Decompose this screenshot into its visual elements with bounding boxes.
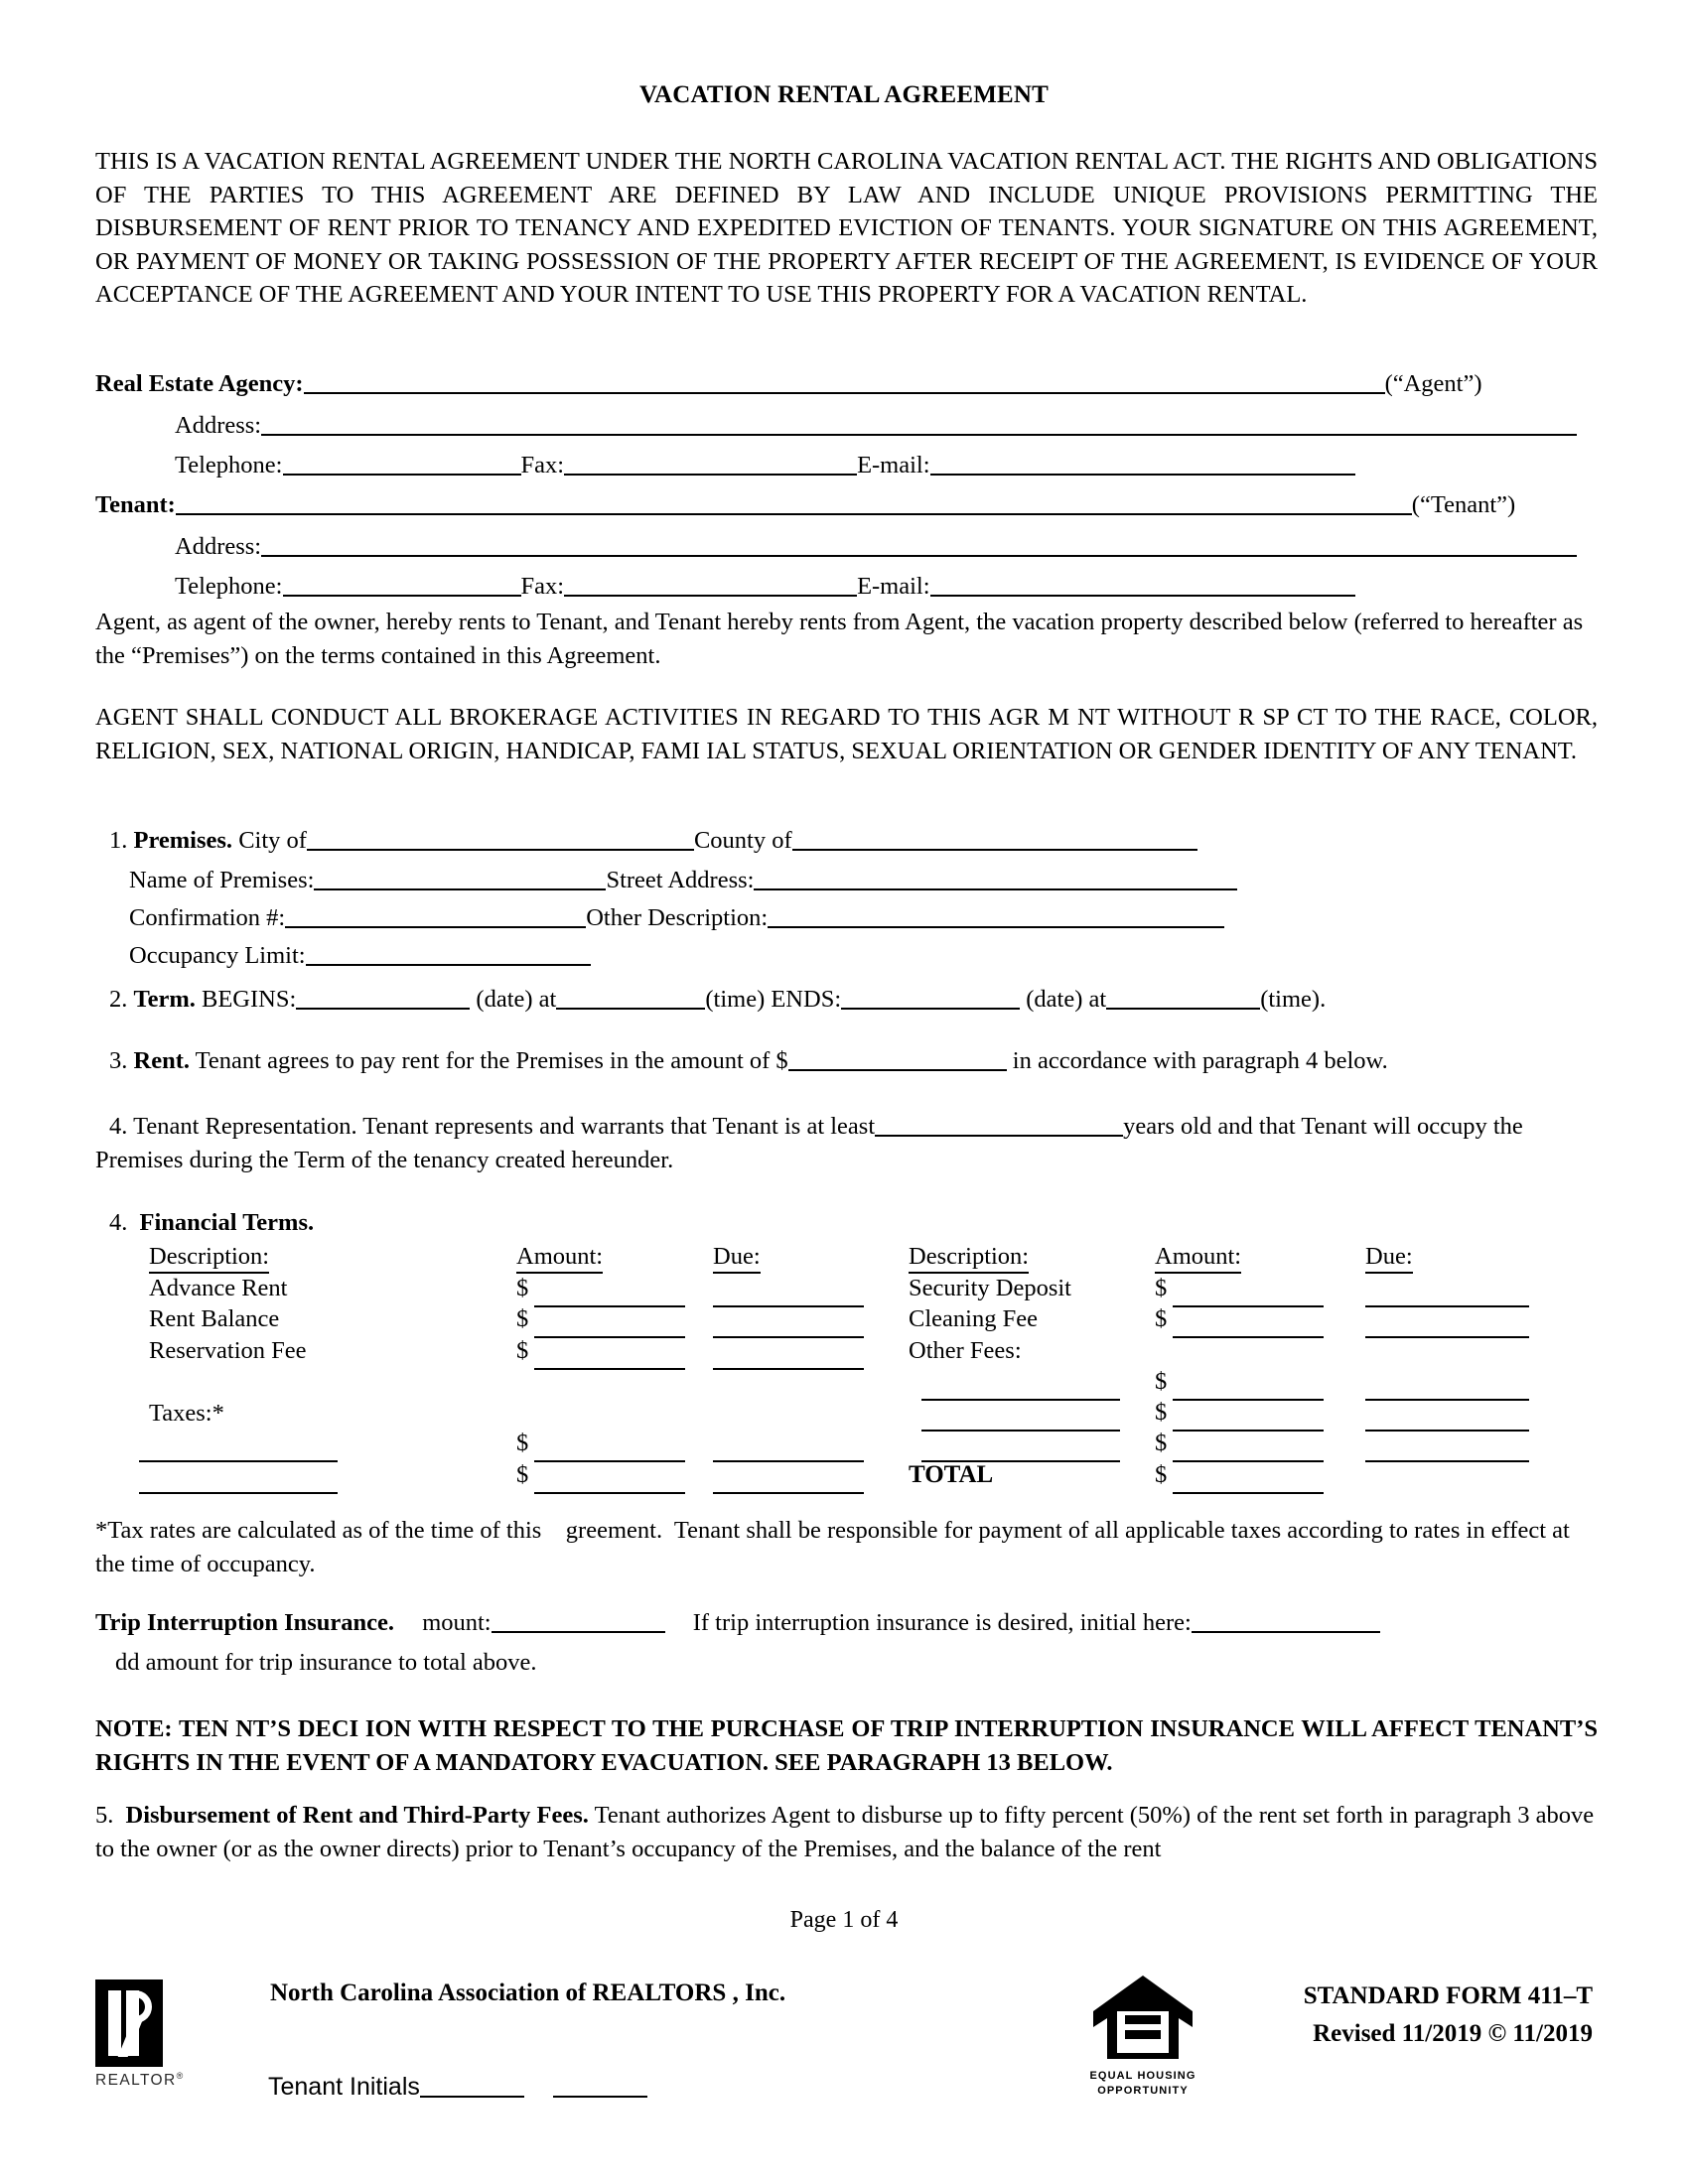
tenant-contact-row xyxy=(95,570,1598,610)
begins-date-note: (date) at xyxy=(476,986,557,1013)
tenant-initials-label: Tenant Initials xyxy=(268,2073,420,2101)
association-name: North Carolina Association of REALTORS , Inc. xyxy=(270,1979,786,2006)
left-amount-header: Amount: xyxy=(516,1243,603,1274)
currency-right-2: $ xyxy=(1155,1305,1168,1332)
tenant-rep-number: 4. xyxy=(109,1113,128,1140)
confirmation-label: Confirmation #: xyxy=(129,904,286,931)
street-address-input-line[interactable] xyxy=(754,870,1237,890)
equal-housing-line-1: EQUAL HOUSING xyxy=(1089,2070,1196,2082)
due-left-line-5[interactable] xyxy=(713,1492,864,1494)
disbursement-paragraph xyxy=(95,1799,1598,1865)
agency-fax-label: Fax: xyxy=(520,452,565,478)
tenant-address-label: Address: xyxy=(175,533,262,560)
row-label-reservation-fee: Reservation Fee xyxy=(149,1337,307,1364)
rent-text-after: in accordance with paragraph 4 below. xyxy=(1012,1047,1388,1074)
left-description-header: Description: xyxy=(149,1243,269,1274)
tenant-representation-block xyxy=(95,1110,1598,1176)
realtor-wordmark xyxy=(95,2071,185,2090)
rent-heading: Rent. xyxy=(133,1047,190,1074)
agency-label: Real Estate Agency: xyxy=(95,370,304,397)
amount-left-line-1[interactable] xyxy=(534,1305,685,1307)
rent-row xyxy=(109,1044,1598,1084)
ends-date-input-line[interactable] xyxy=(841,989,1020,1010)
currency-left-1: $ xyxy=(516,1275,529,1301)
trip-insurance-desire-text: If trip interruption insurance is desired, initial here: xyxy=(692,1609,1192,1636)
tax-description-line-2[interactable] xyxy=(139,1492,338,1494)
tax-footnote: *Tax rates are calculated as of the time of this greement. Tenant shall be responsible for payment of all applicable taxes according to rates in effect at the time of occupancy. xyxy=(95,1517,1576,1577)
ends-time-suffix: (time). xyxy=(1260,986,1327,1013)
other-description-input-line[interactable] xyxy=(768,907,1224,928)
disbursement-text: Tenant authorizes Agent to disburse up to fifty percent (50%) of the rent set forth in paragraph 3 above to the owner (or as the owner directs) prior to Tenant’s occupancy of the Premises, and the balance of the rent xyxy=(95,1802,1595,1862)
realtor-logo xyxy=(95,1979,185,2090)
amount-left-line-3[interactable] xyxy=(534,1368,685,1370)
agency-address-row xyxy=(95,409,1598,449)
amount-left-line-2[interactable] xyxy=(534,1336,685,1338)
term-heading: Term. xyxy=(133,986,196,1013)
currency-left-5: $ xyxy=(516,1461,529,1488)
tenant-address-row xyxy=(95,530,1598,570)
tax-description-line-1[interactable] xyxy=(139,1460,338,1462)
ends-time-note: (time) ENDS: xyxy=(705,986,842,1013)
agency-address-input-line[interactable] xyxy=(261,415,1577,436)
disbursement-heading: Disbursement of Rent and Third-Party Fees. xyxy=(125,1802,589,1829)
trip-insurance-initial-input-line[interactable] xyxy=(1192,1612,1380,1633)
other-fee-description-line-1[interactable] xyxy=(921,1399,1120,1401)
currency-right-5: $ xyxy=(1155,1430,1168,1456)
due-left-line-4[interactable] xyxy=(713,1460,864,1462)
trip-insurance-add-row xyxy=(95,1646,1598,1684)
premises-occupancy-row xyxy=(109,939,1598,977)
rent-amount-input-line[interactable] xyxy=(788,1050,1007,1071)
tenant-rep-text-after: years old and that Tenant will occupy the Premises during the Term of the tenancy created hereunder. xyxy=(95,1113,1523,1173)
tenant-rep-text-before: Tenant represents and warrants that Tenant is at least xyxy=(362,1113,876,1140)
tenant-initials-input-line-2[interactable] xyxy=(553,2075,647,2098)
financial-heading: Financial Terms. xyxy=(139,1209,315,1236)
other-fee-description-line-2[interactable] xyxy=(921,1430,1120,1432)
tenant-suffix: (“Tenant”) xyxy=(1411,491,1516,518)
right-amount-header: Amount: xyxy=(1155,1243,1241,1274)
left-due-header: Due: xyxy=(713,1243,761,1274)
rent-number: 3. xyxy=(109,1047,128,1074)
realtor-r-icon xyxy=(95,1979,163,2067)
ends-date-note: (date) at xyxy=(1026,986,1107,1013)
confirmation-input-line[interactable] xyxy=(285,907,586,928)
financial-terms-heading-row xyxy=(109,1206,1598,1244)
row-label-cleaning-fee: Cleaning Fee xyxy=(909,1305,1038,1332)
tenant-fax-input-line[interactable] xyxy=(564,576,857,597)
county-input-line[interactable] xyxy=(792,830,1197,851)
agency-email-input-line[interactable] xyxy=(930,455,1355,476)
trip-insurance-add-text: dd amount for trip insurance to total above. xyxy=(115,1649,537,1676)
right-due-header: Due: xyxy=(1365,1243,1413,1274)
occupancy-limit-label: Occupancy Limit: xyxy=(129,942,306,969)
page-title: VACATION RENTAL AGREEMENT xyxy=(638,81,1050,108)
tenant-telephone-label: Telephone: xyxy=(175,573,283,600)
premises-name-row xyxy=(109,864,1598,901)
currency-left-4: $ xyxy=(516,1430,529,1456)
equal-housing-line-2: OPPORTUNITY xyxy=(1097,2085,1189,2097)
due-right-line-3[interactable] xyxy=(1365,1399,1529,1401)
tenant-input-line[interactable] xyxy=(176,494,1412,515)
trip-insurance-heading: Trip Interruption Insurance. xyxy=(95,1609,395,1636)
tenant-age-input-line[interactable] xyxy=(875,1116,1123,1137)
equal-housing-house-icon xyxy=(1091,1972,1195,2063)
intro-paragraph: THIS IS A VACATION RENTAL AGREEMENT UNDER THE NORTH CAROLINA VACATION RENTAL ACT. THE RIGHTS AND OBLIGATIONS OF THE PARTIES TO THIS AGREEMENT ARE DEFINED BY LAW AND INCLUDE UNIQUE PROVISIONS PERMITTING THE DISBURSEMENT OF RENT PRIOR TO TENANCY AND EXPEDITED EVICTION OF TENANTS. YOUR SIGNATURE ON THIS AGREEMENT, OR PAYMENT OF MONEY OR TAKING POSSESSION OF THE PROPERTY AFTER RECEIPT OF THE AGREEMENT, IS EVIDENCE OF YOUR ACCEPTANCE OF THE AGREEMENT AND YOUR INTENT TO USE THIS PROPERTY FOR A VACATION RENTAL. xyxy=(95,148,1598,308)
tenant-address-input-line[interactable] xyxy=(261,536,1577,557)
amount-left-line-5[interactable] xyxy=(534,1492,685,1494)
form-identification xyxy=(1304,1978,1593,2053)
financial-number: 4. xyxy=(109,1209,128,1236)
premises-number: 1. xyxy=(109,827,128,854)
row-label-security-deposit: Security Deposit xyxy=(909,1275,1071,1301)
due-left-line-2[interactable] xyxy=(713,1336,864,1338)
agency-telephone-input-line[interactable] xyxy=(283,455,521,476)
amount-right-line-3[interactable] xyxy=(1173,1399,1324,1401)
tenant-rep-heading: Tenant Representation. xyxy=(133,1113,357,1140)
rents-paragraph: Agent, as agent of the owner, hereby rents to Tenant, and Tenant hereby rents from Agent, the vacation property described below (referred to hereafter as the “Premises”) on the terms contained in this Agreement. xyxy=(95,609,1584,669)
due-left-line-1[interactable] xyxy=(713,1305,864,1307)
equal-housing-logo xyxy=(1087,1972,1198,2098)
trip-insurance-amount-label: mount: xyxy=(422,1609,492,1636)
tenant-label: Tenant: xyxy=(95,491,176,518)
amount-right-line-total[interactable] xyxy=(1173,1492,1324,1494)
tenant-initials-block xyxy=(268,2073,647,2102)
agency-contact-row xyxy=(95,449,1598,488)
tenant-email-label: E-mail: xyxy=(857,573,930,600)
agency-row xyxy=(95,367,1598,409)
begins-time-input-line[interactable] xyxy=(556,989,705,1010)
agency-address-label: Address: xyxy=(175,412,262,439)
tenant-telephone-input-line[interactable] xyxy=(283,576,521,597)
name-of-premises-label: Name of Premises: xyxy=(129,867,315,893)
agency-telephone-label: Telephone: xyxy=(175,452,283,478)
form-revised-date: Revised 11/2019 © 11/2019 xyxy=(1313,2020,1593,2047)
due-right-line-1[interactable] xyxy=(1365,1305,1529,1307)
rent-text-before: Tenant agrees to pay rent for the Premises in the amount of $ xyxy=(195,1047,788,1074)
begins-date-input-line[interactable] xyxy=(296,989,470,1010)
row-label-other-fees: Other Fees: xyxy=(909,1337,1022,1364)
due-right-line-2[interactable] xyxy=(1365,1336,1529,1338)
premises-confirmation-row xyxy=(109,901,1598,939)
agency-suffix: (“Agent”) xyxy=(1384,370,1482,397)
tenant-email-input-line[interactable] xyxy=(930,576,1355,597)
disbursement-number: 5. xyxy=(95,1802,114,1829)
realtor-wordmark-text: REALTOR xyxy=(95,2072,177,2090)
tenant-fax-label: Fax: xyxy=(520,573,565,600)
amount-right-line-2[interactable] xyxy=(1173,1336,1324,1338)
page-number: Page 1 of 4 xyxy=(789,1907,899,1933)
currency-left-3: $ xyxy=(516,1337,529,1364)
trip-insurance-amount-input-line[interactable] xyxy=(492,1612,665,1633)
row-label-rent-balance: Rent Balance xyxy=(149,1305,280,1332)
currency-right-3: $ xyxy=(1155,1368,1168,1395)
premises-heading: Premises. xyxy=(133,827,233,854)
begins-label: BEGINS: xyxy=(202,986,297,1013)
due-right-line-5[interactable] xyxy=(1365,1460,1529,1462)
amount-left-line-4[interactable] xyxy=(534,1460,685,1462)
other-description-label: Other Description: xyxy=(586,904,769,931)
row-label-taxes: Taxes:* xyxy=(149,1400,224,1427)
currency-right-4: $ xyxy=(1155,1399,1168,1426)
ends-time-input-line[interactable] xyxy=(1106,989,1260,1010)
row-label-advance-rent: Advance Rent xyxy=(149,1275,288,1301)
city-label: City of xyxy=(238,827,307,854)
city-input-line[interactable] xyxy=(307,830,694,851)
agency-input-line[interactable] xyxy=(304,373,1385,394)
street-address-label: Street Address: xyxy=(606,867,755,893)
amount-right-line-1[interactable] xyxy=(1173,1305,1324,1307)
other-fee-description-line-3[interactable] xyxy=(921,1460,1120,1462)
trip-insurance-row xyxy=(95,1606,1598,1646)
realtor-registered-mark: ® xyxy=(176,2071,185,2081)
term-row xyxy=(109,983,1598,1023)
name-of-premises-input-line[interactable] xyxy=(314,870,606,890)
trip-insurance-note: NOTE: TEN NT’S DECI ION WITH RESPECT TO THE PURCHASE OF TRIP INTERRUPTION INSURANCE WILL AFFECT TENANT’S RIGHTS IN THE EVENT OF A MANDATORY EVACUATION. SEE PARAGRAPH 13 BELOW. xyxy=(95,1715,1598,1776)
standard-form-name: STANDARD FORM 411–T xyxy=(1303,1982,1593,2009)
county-label: County of xyxy=(693,827,792,854)
amount-right-line-5[interactable] xyxy=(1173,1460,1324,1462)
term-number: 2. xyxy=(109,986,128,1013)
currency-right-1: $ xyxy=(1155,1275,1168,1301)
occupancy-limit-input-line[interactable] xyxy=(306,945,591,966)
due-left-line-3[interactable] xyxy=(713,1368,864,1370)
right-description-header: Description: xyxy=(909,1243,1029,1274)
currency-right-6: $ xyxy=(1155,1461,1168,1488)
tenant-initials-input-line-1[interactable] xyxy=(420,2075,524,2098)
agency-fax-input-line[interactable] xyxy=(564,455,857,476)
nondiscrimination-paragraph: AGENT SHALL CONDUCT ALL BROKERAGE ACTIVITIES IN REGARD TO THIS AGR M NT WITHOUT R SP CT TO THE RACE, COLOR, RELIGION, SEX, NATIONAL ORIGIN, HANDICAP, FAMI IAL STATUS, SEXUAL ORIENTATION OR GENDER IDENTITY OF ANY TENANT. xyxy=(95,704,1598,764)
amount-right-line-4[interactable] xyxy=(1173,1430,1324,1432)
premises-city-row xyxy=(109,824,1598,864)
tenant-row xyxy=(95,488,1598,530)
currency-left-2: $ xyxy=(516,1305,529,1332)
agency-email-label: E-mail: xyxy=(857,452,930,478)
row-label-total: TOTAL xyxy=(909,1461,994,1488)
due-right-line-4[interactable] xyxy=(1365,1430,1529,1432)
